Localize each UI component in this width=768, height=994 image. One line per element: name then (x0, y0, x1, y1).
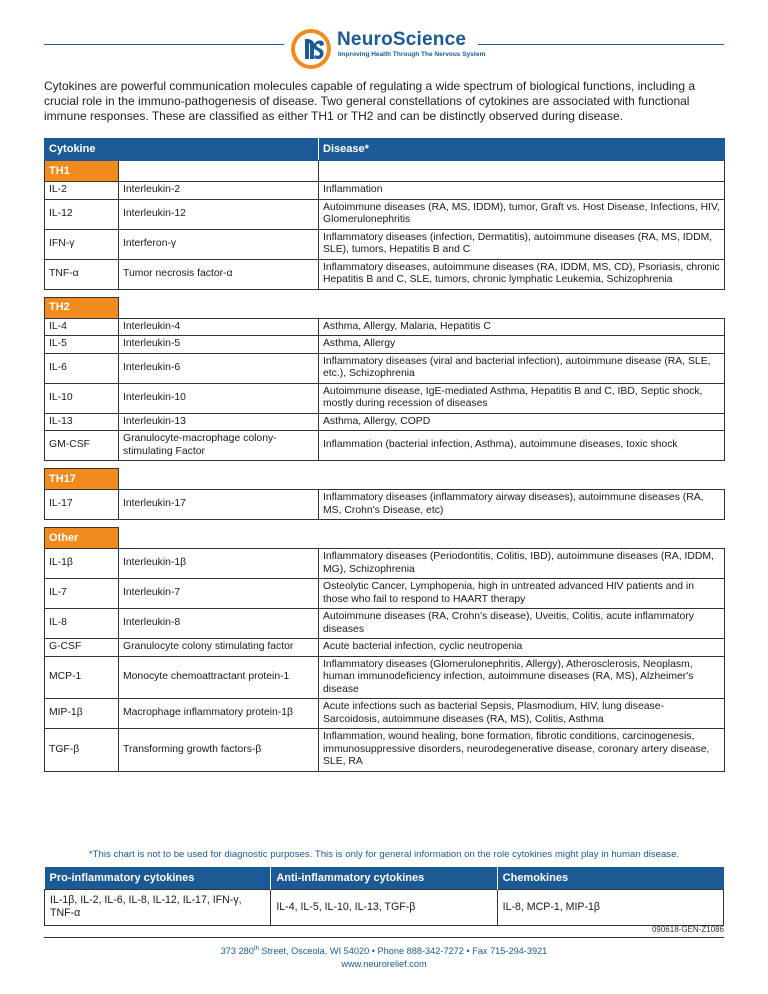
cytokine-name: Interleukin-13 (119, 413, 319, 431)
cytokine-name: Interleukin-1β (119, 549, 319, 579)
group-header-row (45, 469, 725, 490)
header-rule-right (478, 44, 724, 45)
cytokine-code: IL-12 (45, 199, 119, 229)
summary-row (45, 889, 724, 925)
cytokine-code: TGF-β (45, 729, 119, 772)
cytokine-code: IL-10 (45, 383, 119, 413)
address-ordinal-suffix: th (253, 946, 259, 952)
cytokine-name: Transforming growth factors-β (119, 729, 319, 772)
group-spacer (45, 461, 725, 469)
group-label: TH1 (45, 161, 119, 182)
group-empty-cell (119, 161, 319, 182)
cytokine-name: Interferon-γ (119, 229, 319, 259)
cytokine-disease: Asthma, Allergy (319, 336, 725, 354)
table-row (45, 431, 725, 461)
table-row (45, 609, 725, 639)
cytokine-table (44, 138, 725, 772)
group-empty-cell (319, 161, 725, 182)
footer-website-link[interactable]: www.neurorelief.com (341, 959, 427, 969)
group-empty-cell (119, 469, 725, 490)
disclaimer-footnote: *This chart is not to be used for diagnostic purposes. This is only for general information on the role cytokines might play in human disease. (88, 849, 680, 860)
cytokine-disease: Autoimmune disease, IgE-mediated Asthma, Hepatitis B and C, IBD, Septic shock, mostly during recession of diseases (319, 383, 725, 413)
cytokine-disease: Acute bacterial infection, cyclic neutropenia (319, 639, 725, 657)
cytokine-summary-table (44, 867, 724, 926)
intro-paragraph: Cytokines are powerful communication molecules capable of regulating a wide spectrum of biological functions, including a crucial role in the immuno-pathogenesis of disease. Two general constellations of cytokines are associated with functional immune responses. These are classified as either TH1 or TH2 and can be distinctly observed during disease. (44, 79, 696, 123)
cytokine-code: IFN-γ (45, 229, 119, 259)
cytokine-code: IL-2 (45, 182, 119, 200)
cytokine-disease: Inflammatory diseases (Glomerulonephritis, Allergy), Atherosclerosis, Neoplasm, human immunodeficiency infection, autoimmune diseases (RA, MS), Alzheimer's disease (319, 656, 725, 699)
group-header-row (45, 528, 725, 549)
header-name (119, 139, 319, 161)
brand-tagline: Improving Health Through The Nervous System (338, 51, 486, 58)
group-label: Other (45, 528, 119, 549)
header-rule-left (44, 44, 284, 45)
summary-header-row (45, 867, 724, 889)
cytokine-name: Tumor necrosis factor-α (119, 259, 319, 289)
group-spacer (45, 289, 725, 297)
document-id: 090618-GEN-Z1086 (651, 925, 724, 934)
cytokine-code: IL-13 (45, 413, 119, 431)
group-spacer (45, 520, 725, 528)
cytokine-code: IL-1β (45, 549, 119, 579)
cytokine-disease: Inflammation (319, 182, 725, 200)
footer-rule (44, 937, 724, 938)
cytokine-name: Interleukin-5 (119, 336, 319, 354)
table-row (45, 579, 725, 609)
cytokine-code: IL-4 (45, 318, 119, 336)
neuroscience-logo-icon (291, 27, 333, 71)
cytokine-disease: Inflammatory diseases (viral and bacterial infection), autoimmune disease (RA, SLE, etc.), Schizophrenia (319, 353, 725, 383)
group-empty-cell (119, 528, 725, 549)
cytokine-disease: Asthma, Allergy, Malaria, Hepatitis C (319, 318, 725, 336)
cytokine-name: Interleukin-4 (119, 318, 319, 336)
table-row (45, 413, 725, 431)
cytokine-code: MIP-1β (45, 699, 119, 729)
header-disease: Disease* (319, 139, 725, 161)
page-header (0, 22, 768, 72)
table-row (45, 656, 725, 699)
cytokine-disease: Osteolytic Cancer, Lymphopenia, high in untreated advanced HIV patients and in those who fail to respond to HAART therapy (319, 579, 725, 609)
cytokine-name: Interleukin-10 (119, 383, 319, 413)
address-street-number: 373 280 (220, 946, 254, 957)
table-row (45, 383, 725, 413)
table-row (45, 549, 725, 579)
cytokine-name: Interleukin-12 (119, 199, 319, 229)
brand-logo (291, 27, 486, 71)
table-row (45, 199, 725, 229)
cytokine-disease: Inflammation (bacterial infection, Asthma), autoimmune diseases, toxic shock (319, 431, 725, 461)
address-rest: Street, Osceola, WI 54020 • Phone 888-342-7272 • Fax 715-294-3921 (258, 946, 548, 957)
cytokine-name: Macrophage inflammatory protein-1β (119, 699, 319, 729)
summary-anti-values: IL-4, IL-5, IL-10, IL-13, TGF-β (271, 889, 497, 925)
table-row (45, 353, 725, 383)
cytokine-name: Interleukin-6 (119, 353, 319, 383)
cytokine-code: IL-6 (45, 353, 119, 383)
cytokine-code: IL-8 (45, 609, 119, 639)
table-row (45, 490, 725, 520)
cytokine-code: IL-7 (45, 579, 119, 609)
summary-chemokine-values: IL-8, MCP-1, MIP-1β (497, 889, 723, 925)
group-empty-cell (119, 297, 725, 318)
cytokine-disease: Inflammation, wound healing, bone formation, fibrotic conditions, carcinogenesis, immunosuppressive disorders, neurodegenerative disease, coronary artery disease, SLE, RA (319, 729, 725, 772)
cytokine-table-body (45, 161, 725, 772)
table-row (45, 699, 725, 729)
cytokine-code: IL-5 (45, 336, 119, 354)
table-row (45, 182, 725, 200)
cytokine-code: G-CSF (45, 639, 119, 657)
footer-address (0, 946, 768, 956)
cytokine-disease: Inflammatory diseases (inflammatory airway diseases), autoimmune diseases (RA, MS, Crohn's Disease, etc) (319, 490, 725, 520)
cytokine-disease: Inflammatory diseases (Periodontitis, Colitis, IBD), autoimmune diseases (RA, IDDM, MG), Schizophrenia (319, 549, 725, 579)
cytokine-name: Granulocyte-macrophage colony-stimulating Factor (119, 431, 319, 461)
table-row (45, 729, 725, 772)
cytokine-name: Interleukin-7 (119, 579, 319, 609)
cytokine-disease: Acute infections such as bacterial Sepsis, Plasmodium, HIV, lung disease-Sarcoidosis, autoimmune diseases (RA, MS), Colitis, Asthma (319, 699, 725, 729)
table-row (45, 259, 725, 289)
header-cytokine: Cytokine (45, 139, 119, 161)
cytokine-name: Granulocyte colony stimulating factor (119, 639, 319, 657)
cytokine-disease: Inflammatory diseases (infection, Dermatitis), autoimmune diseases (RA, MS, IDDM, SLE), tumors, Hepatitis B and C (319, 229, 725, 259)
cytokine-name: Interleukin-17 (119, 490, 319, 520)
cytokine-code: TNF-α (45, 259, 119, 289)
table-row (45, 336, 725, 354)
cytokine-disease: Asthma, Allergy, COPD (319, 413, 725, 431)
group-header-row (45, 297, 725, 318)
summary-pro-values: IL-1β, IL-2, IL-6, IL-8, IL-12, IL-17, IFN-γ, TNF-α (45, 889, 271, 925)
table-row (45, 229, 725, 259)
cytokine-code: IL-17 (45, 490, 119, 520)
group-label: TH17 (45, 469, 119, 490)
summary-header-chemokines: Chemokines (497, 867, 723, 889)
cytokine-disease: Autoimmune diseases (RA, Crohn's disease), Uveitis, Colitis, acute inflammatory diseases (319, 609, 725, 639)
table-header-row (45, 139, 725, 161)
cytokine-disease: Autoimmune diseases (RA, MS, IDDM), tumor, Graft vs. Host Disease, Infections, HIV, Glomerulonephritis (319, 199, 725, 229)
brand-name: NeuroScience (337, 29, 467, 50)
cytokine-disease: Inflammatory diseases, autoimmune diseases (RA, IDDM, MS, CD), Psoriasis, chronic Hepatitis B and C, SLE, tumors, chronic lymphatic Leukemia, Schizophrenia (319, 259, 725, 289)
summary-header-anti: Anti-inflammatory cytokines (271, 867, 497, 889)
cytokine-code: MCP-1 (45, 656, 119, 699)
table-row (45, 318, 725, 336)
cytokine-name: Monocyte chemoattractant protein-1 (119, 656, 319, 699)
group-header-row (45, 161, 725, 182)
summary-header-pro: Pro-inflammatory cytokines (45, 867, 271, 889)
table-row (45, 639, 725, 657)
cytokine-name: Interleukin-8 (119, 609, 319, 639)
cytokine-code: GM-CSF (45, 431, 119, 461)
group-label: TH2 (45, 297, 119, 318)
cytokine-name: Interleukin-2 (119, 182, 319, 200)
